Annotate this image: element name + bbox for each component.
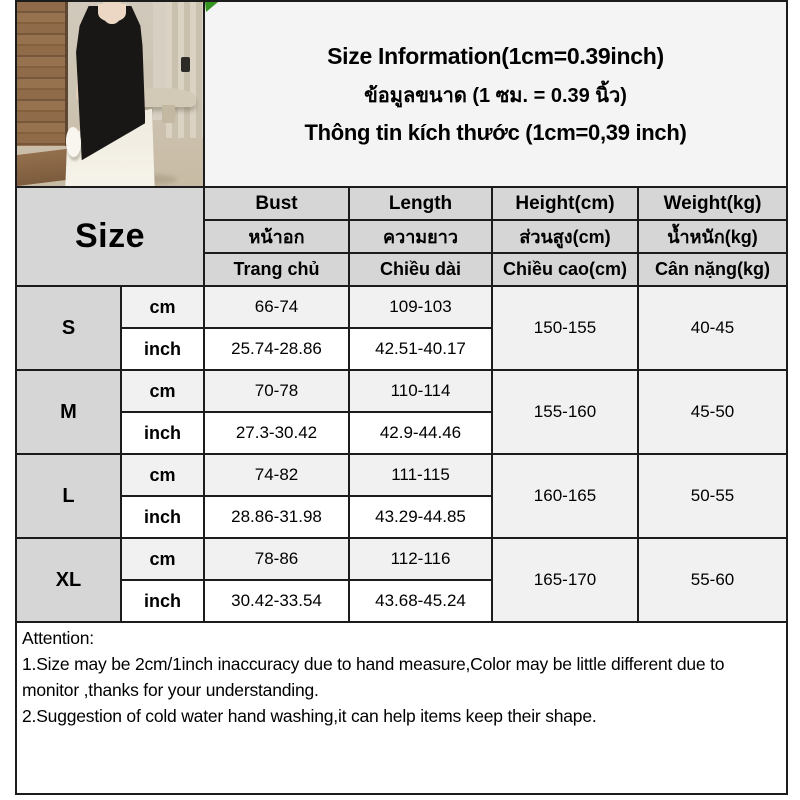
weight-value: 45-50 [638,370,787,454]
unit-inch-label: inch [121,412,204,454]
length-cm-value: 109-103 [349,286,492,328]
product-photo-illustration [17,2,203,186]
photo-white-flower [66,127,81,156]
height-value: 155-160 [492,370,638,454]
header-height-en: Height(cm) [492,187,638,220]
title-thai: ข้อมูลขนาด (1 ซม. = 0.39 นิ้ว) [364,84,627,107]
unit-inch-label: inch [121,328,204,370]
photo-wood-table [17,149,67,186]
attention-note-2: 2.Suggestion of cold water hand washing,it can help items keep their shape. [22,705,597,726]
size-chart-table [15,0,788,795]
attention-note-1: 1.Size may be 2cm/1inch inaccuracy due to hand measure,Color may be little different due to monitor ,thanks for your understanding. [22,653,725,700]
height-value: 150-155 [492,286,638,370]
header-bust-vi: Trang chủ [204,253,349,286]
photo-model-neck [103,2,122,24]
green-corner-marker-icon [205,2,218,12]
weight-value: 40-45 [638,286,787,370]
weight-value: 55-60 [638,538,787,622]
size-row-label: XL [16,538,121,622]
length-inch-value: 42.9-44.46 [349,412,492,454]
unit-inch-label: inch [121,496,204,538]
photo-bench-leg [162,105,175,123]
header-weight-en: Weight(kg) [638,187,787,220]
title-vietnamese: Thông tin kích thước (1cm=0,39 inch) [304,119,687,145]
header-bust-th: หน้าอก [204,220,349,253]
length-inch-value: 43.68-45.24 [349,580,492,622]
attention-heading: Attention: [22,628,94,648]
length-inch-value: 42.51-40.17 [349,328,492,370]
header-length-en: Length [349,187,492,220]
unit-cm-label: cm [121,538,204,580]
header-bust-en: Bust [204,187,349,220]
height-value: 165-170 [492,538,638,622]
bust-cm-value: 78-86 [204,538,349,580]
bust-inch-value: 30.42-33.54 [204,580,349,622]
header-weight-vi: Cân nặng(kg) [638,253,787,286]
header-height-vi: Chiều cao(cm) [492,253,638,286]
bust-cm-value: 70-78 [204,370,349,412]
bust-cm-value: 66-74 [204,286,349,328]
length-cm-value: 110-114 [349,370,492,412]
length-cm-value: 112-116 [349,538,492,580]
header-height-th: ส่วนสูง(cm) [492,220,638,253]
size-row-label: M [16,370,121,454]
weight-value: 50-55 [638,454,787,538]
size-chart-sheet [15,0,786,795]
bust-inch-value: 25.74-28.86 [204,328,349,370]
title-block [204,1,787,187]
length-inch-value: 43.29-44.85 [349,496,492,538]
bust-cm-value: 74-82 [204,454,349,496]
unit-inch-label: inch [121,580,204,622]
photo-dark-object [181,57,190,72]
unit-cm-label: cm [121,454,204,496]
height-value: 160-165 [492,454,638,538]
size-row-label: S [16,286,121,370]
attention-block [16,622,787,794]
header-weight-th: น้ำหนัก(kg) [638,220,787,253]
photo-wood-wall [17,2,68,146]
bust-inch-value: 27.3-30.42 [204,412,349,454]
title-english: Size Information(1cm=0.39inch) [327,42,664,69]
bust-inch-value: 28.86-31.98 [204,496,349,538]
unit-cm-label: cm [121,286,204,328]
product-photo [16,1,204,187]
size-row-label: L [16,454,121,538]
unit-cm-label: cm [121,370,204,412]
length-cm-value: 111-115 [349,454,492,496]
header-length-th: ความยาว [349,220,492,253]
size-column-header: Size [16,187,204,286]
header-length-vi: Chiều dài [349,253,492,286]
